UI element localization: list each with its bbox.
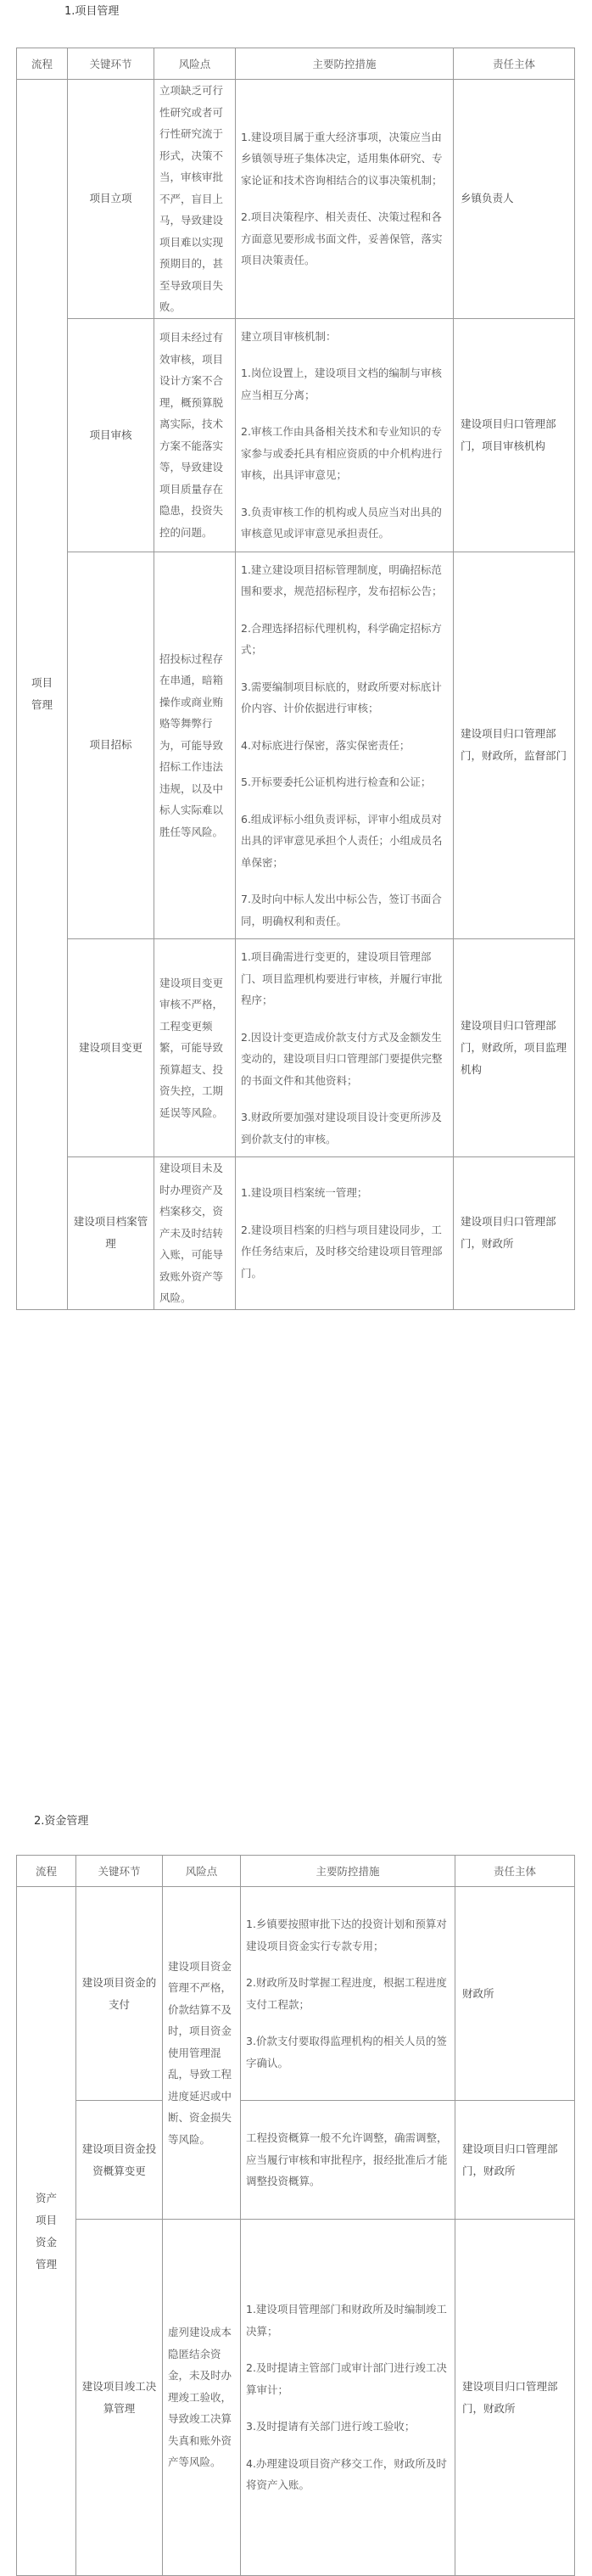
key-step-cell: [76, 1887, 163, 2101]
key-step-label: 建设项目档案管理: [73, 1215, 148, 1251]
responsible-cell: [455, 1887, 575, 2101]
responsible-text: 建设项目归口管理部门，财政所，监督部门: [461, 727, 567, 763]
key-step-cell: [68, 939, 154, 1157]
risk-cell: [154, 552, 236, 939]
measure-item: 3.负责审核工作的机构或人员应当对出具的审核意见或评审意见承担责任。: [241, 505, 442, 540]
key-step-label: 项目审核: [89, 428, 132, 441]
flow-cell: [17, 80, 68, 1310]
responsible-cell: [454, 552, 575, 939]
measure-item: 1.项目确需进行变更的，建设项目管理部门、项目监理机构要进行审核，并履行审批程序；: [241, 950, 443, 1006]
table-row: [17, 80, 575, 319]
key-step-label: 建设项目竣工决算管理: [81, 2379, 157, 2415]
table-row: [17, 2101, 575, 2220]
header-responsible: 责任主体: [454, 48, 575, 80]
measure-item: 2.及时提请主管部门或审计部门进行竣工决算审计；: [246, 2361, 447, 2396]
key-step-cell: [76, 2101, 163, 2220]
measure-item: 4.对标底进行保密，落实保密责任；: [241, 738, 410, 752]
measure-item: 5.开标要委托公证机构进行检查和公证；: [241, 776, 432, 788]
risk-text: 建设项目资金管理不严格，价款结算不及时，项目资金使用管理混乱，导致工程进度延迟或中断、资金损失等风险。: [168, 1959, 232, 2146]
responsible-cell: [454, 318, 575, 552]
measure-item: 2.建设项目档案的归档与项目建设同步，工作任务结束后，及时移交给建设项目管理部门。: [241, 1223, 443, 1280]
measures-cell: [236, 552, 454, 939]
measure-item: 建立项目审核机制：: [241, 329, 337, 343]
header-risk: 风险点: [154, 48, 236, 80]
measure-item: 2.合理选择招标代理机构，科学确定招标方式；: [241, 621, 442, 656]
risk-text: 项目未经过有效审核，项目设计方案不合理，概预算脱离实际，技术方案不能落实等，导致建设项目质量存在隐患，投资失控的问题。: [159, 331, 224, 539]
table-row: [17, 318, 575, 552]
responsible-text: 财政所: [462, 1986, 494, 2000]
table-header-row: [17, 1856, 575, 1887]
risk-cell: [154, 80, 236, 319]
fund-management-table: [16, 1855, 575, 2576]
risk-text: 建设项目变更审核不严格，工程变更频繁，可能导致预算超支、投资失控，工期延误等风险。: [159, 976, 224, 1119]
measure-item: 1.建设项目属于重大经济事项，决策应当由乡镇领导班子集体决定，适用集体研究、专家论证和技术咨询相结合的议事决策机制；: [241, 130, 443, 187]
key-step-cell: [68, 552, 154, 939]
table-row: [17, 939, 575, 1157]
measure-item: 1.建设项目管理部门和财政所及时编制竣工决算；: [246, 2303, 447, 2338]
measure-item: 2.审核工作由具备相关技术和专业知识的专家参与或委托具有相应资质的中介机构进行审核，出具评审意见；: [241, 425, 443, 481]
measure-item: 1.建设项目档案统一管理；: [241, 1186, 368, 1200]
key-step-label: 建设项目资金投资概算变更: [81, 2142, 157, 2177]
measures-cell: [241, 2220, 455, 2576]
flow-cell: [17, 1887, 76, 2576]
risk-cell: [154, 939, 236, 1157]
responsible-cell: [455, 2220, 575, 2576]
flow-label: 项目管理: [31, 676, 53, 712]
measure-item: 3.财政所要加强对建设项目设计变更所涉及到价款支付的审核。: [241, 1111, 442, 1145]
risk-text: 立项缺乏可行性研究或者可行性研究流于形式，决策不当，审核审批不严，盲目上马，导致建设项目难以实现预期目的，甚至导致项目失败。: [159, 84, 224, 313]
table-header-row: [17, 48, 575, 80]
responsible-text: 建设项目归口管理部门，财政所，项目监理机构: [461, 1019, 567, 1076]
measures-cell: [241, 1887, 455, 2101]
measure-item: 1.岗位设置上，建设项目文档的编制与审核应当相互分离；: [241, 367, 442, 401]
header-flow: 流程: [17, 48, 68, 80]
measure-item: 3.价款支付要取得监理机构的相关人员的签字确认。: [246, 2035, 447, 2069]
measures-cell: [236, 80, 454, 319]
measures-cell: [236, 939, 454, 1157]
measure-item: 1.乡镇要按照审批下达的投资计划和预算对建设项目资金实行专款专用；: [246, 1918, 447, 1952]
table-row: [17, 2220, 575, 2576]
header-flow: 流程: [17, 1856, 76, 1887]
key-step-label: 建设项目资金的支付: [81, 1975, 157, 2011]
risk-text: 虚列建设成本隐匿结余资金，未及时办理竣工验收，导致竣工决算失真和账外资产等风险。: [168, 2326, 232, 2469]
responsible-text: 乡镇负责人: [461, 192, 514, 205]
responsible-text: 建设项目归口管理部门，项目审核机构: [461, 417, 556, 452]
header-key-step: 关键环节: [68, 48, 154, 80]
table-row: [17, 1157, 575, 1310]
header-risk: 风险点: [163, 1856, 241, 1887]
measure-item: 3.需要编制项目标底的，财政所要对标底计价内容、计价依据进行审核；: [241, 680, 442, 714]
risk-text: 招投标过程存在串通，暗箱操作或商业贿赂等舞弊行为，可能导致招标工作违法违规，以及中标人实际难以胜任等风险。: [159, 652, 224, 838]
measure-item: 4.办理建设项目资产移交工作，财政所及时将资产入账。: [246, 2456, 447, 2492]
key-step-label: 项目招标: [89, 738, 132, 752]
key-step-cell: [68, 1157, 154, 1310]
responsible-cell: [454, 939, 575, 1157]
section2-title: 2.资金管理: [34, 1815, 89, 1828]
responsible-text: 建设项目归口管理部门，财政所: [462, 2379, 558, 2415]
key-step-cell: [76, 2220, 163, 2576]
table-row: [17, 552, 575, 939]
responsible-cell: [454, 80, 575, 319]
header-key-step: 关键环节: [76, 1856, 163, 1887]
responsible-cell: [454, 1157, 575, 1310]
measures-cell: [236, 318, 454, 552]
measure-item: 7.及时向中标人发出中标公告，签订书面合同，明确权利和责任。: [241, 893, 442, 927]
measures-cell: [241, 2101, 455, 2220]
header-responsible: 责任主体: [455, 1856, 575, 1887]
table-row: [17, 1887, 575, 2101]
measure-item: 工程投资概算一般不允许调整，确需调整，应当履行审核和审批程序，报经批准后才能调整投资概算。: [246, 2131, 448, 2188]
measures-cell: [236, 1157, 454, 1310]
risk-text: 建设项目未及时办理资产及档案移交，资产未及时结转入账，可能导致账外资产等风险。: [159, 1162, 224, 1304]
risk-cell: [154, 1157, 236, 1310]
measure-item: 3.及时提请有关部门进行竣工验收；: [246, 2420, 416, 2433]
risk-cell: [163, 1887, 241, 2220]
measure-item: 2.因设计变更造成价款支付方式及金额发生变动的，建设项目归口管理部门要提供完整的书面文件和其他资料；: [241, 1030, 443, 1087]
flow-label: 资产项目资金管理: [35, 2191, 57, 2271]
measure-item: 1.建立建设项目招标管理制度，明确招标范围和要求，规范招标程序，发布招标公告；: [241, 563, 443, 597]
measure-item: 2.财政所及时掌握工程进度，根据工程进度支付工程款；: [246, 1976, 447, 2011]
measure-item: 6.组成评标小组负责评标，评审小组成员对出具的评审意见承担个人责任；小组成员名单保密；: [241, 812, 443, 869]
header-measures: 主要防控措施: [236, 48, 454, 80]
key-step-label: 项目立项: [89, 192, 132, 205]
risk-cell: [154, 318, 236, 552]
risk-cell: [163, 2220, 241, 2576]
responsible-cell: [455, 2101, 575, 2220]
project-management-table: [16, 48, 575, 1310]
responsible-text: 建设项目归口管理部门，财政所: [461, 1215, 556, 1251]
responsible-text: 建设项目归口管理部门，财政所: [462, 2142, 558, 2177]
key-step-cell: [68, 318, 154, 552]
header-measures: 主要防控措施: [241, 1856, 455, 1887]
key-step-label: 建设项目变更: [78, 1041, 142, 1054]
section1-title: 1.项目管理: [64, 5, 120, 18]
key-step-cell: [68, 80, 154, 319]
measure-item: 2.项目决策程序、相关责任、决策过程和各方面意见要形成书面文件，妥善保管，落实项目决策责任。: [241, 210, 443, 267]
